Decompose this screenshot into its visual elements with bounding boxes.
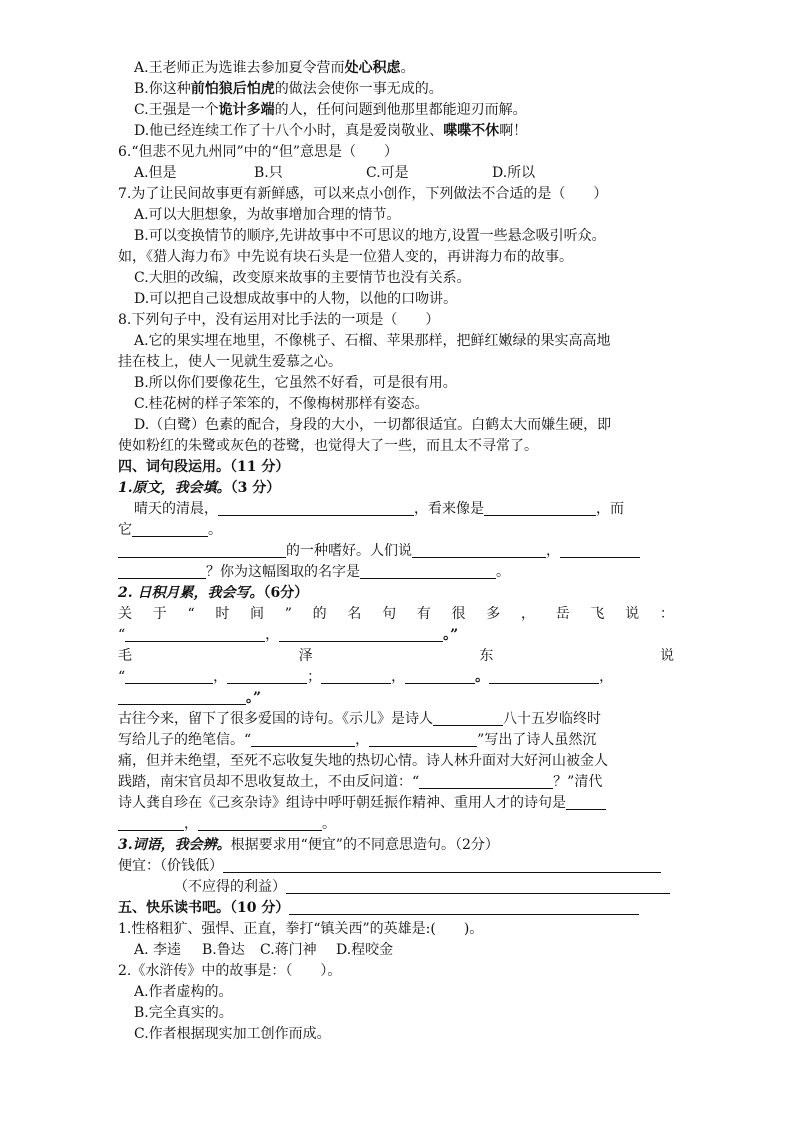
section-rule [289, 900, 639, 915]
sec4-part1-line2: 它 。 [118, 522, 222, 538]
sec5-q2-option-b: B.完全真实的。 [134, 1005, 233, 1021]
sec4-part2-line3: 毛 泽 东 说 [118, 648, 674, 664]
sec5-q1-options [118, 940, 674, 961]
sec5-q1-option-b: B.鲁达 [202, 942, 245, 958]
fill-blank[interactable] [118, 816, 184, 831]
sec4-part2-line7: 写给儿子的绝笔信。“ ， ”写出了诗人虽然沉 [118, 732, 597, 748]
fill-blank[interactable] [118, 564, 206, 579]
q8-option-a-cont: 挂在枝上，使人一见就生爱慕之心。 [118, 354, 342, 370]
fill-blank[interactable] [118, 543, 286, 558]
fill-blank[interactable] [321, 669, 391, 684]
q8-option-d: D.（白鹭）色素的配合，身段的大小，一切都很适宜。白鹤太大而嫌生硬，即 [134, 417, 612, 433]
fill-blank[interactable] [489, 669, 599, 684]
q5-option-d: D.他已经连续工作了十八个小时，真是爱岗敬业、喋喋不休啊！ [134, 123, 528, 139]
q6-option-a: A.但是 [134, 165, 177, 181]
q5-option-a: A.王老师正为选谁去参加夏令营而处心积虑。 [134, 60, 415, 76]
fill-blank[interactable] [125, 669, 213, 684]
q6-stem: 6.“但悲不见九州同”中的“但”意思是（ ） [118, 144, 398, 160]
sec4-part2-line9: 践踏，南宋官员却不思收复故土，不由反问道：“ ？”清代 [118, 774, 603, 790]
fill-blank[interactable] [360, 564, 496, 579]
sec5-q1-option-d: D.程咬金 [336, 942, 394, 958]
q6-options [118, 163, 674, 184]
fill-blank[interactable] [405, 669, 475, 684]
sec5-q1: 1.性格粗犷、强悍、正直，拳打“镇关西”的英雄是:( )。 [118, 921, 484, 937]
fill-blank[interactable] [279, 627, 443, 642]
sec4-part2-line8: 痛，但并未绝望，至死不忘收复失地的热切心情。诗人林升面对大好河山被金人 [118, 753, 608, 769]
exam-page [118, 58, 674, 1045]
sec4-part3-title: 3.词语，我会辨。根据要求用“便宜”的不同意思造句。（2分） [118, 837, 499, 853]
sec4-part1-line3: 的一种嗜好。人们说 ， [118, 541, 674, 562]
fill-blank[interactable] [218, 501, 414, 516]
q7-option-b-cont: 如，《猎人海力布》中先说有块石头是一位猎人变的，再讲海力布的故事。 [118, 249, 573, 265]
fill-blank[interactable] [566, 795, 606, 810]
q7-option-a: A.可以大胆想象，为故事增加合理的情节。 [134, 207, 401, 223]
fill-blank[interactable] [132, 522, 208, 537]
sec4-part1-line4: ？你为这幅图取的名字是 。 [118, 562, 674, 583]
q6-option-d: D.所以 [492, 165, 536, 181]
q7-option-c: C.大胆的改编，改变原来故事的主要情节也没有关系。 [134, 270, 471, 286]
fill-blank[interactable] [560, 543, 640, 558]
answer-line[interactable] [223, 858, 661, 873]
q8-option-b: B.所以你们要像花生，它虽然不好看，可是很有用。 [134, 375, 457, 391]
sec5-q1-option-c: C.蒋门神 [260, 942, 317, 958]
fill-blank[interactable] [227, 669, 307, 684]
fill-blank[interactable] [198, 816, 322, 831]
q5-option-c: C.王强是一个诡计多端的人，任何问题到他那里都能迎刃而解。 [134, 102, 527, 118]
sec4-part2-title: 2. 日积月累，我会写。（6分） [118, 585, 309, 601]
sec4-part1-line1: 晴天的清晨， ，看来像是 ，而 [134, 501, 624, 517]
sec4-part3-line2: （不应得的利益） [118, 877, 674, 898]
q6-option-b: B.只 [254, 165, 283, 181]
q7-option-d: D.可以把自己设想成故事中的人物，以他的口吻讲。 [134, 291, 458, 307]
fill-blank[interactable] [412, 543, 546, 558]
q8-option-a: A.它的果实埋在地里，不像桃子、石榴、苹果那样，把鲜红嫩绿的果实高高地 [134, 333, 611, 349]
sec4-part2-line5: 。” [118, 688, 674, 709]
sec4-part2-line6: 古往今来，留下了很多爱国的诗句。《示儿》是诗人 八十五岁临终时 [118, 711, 601, 727]
sec4-part1-title: 1.原文，我会填。（3 分） [118, 480, 281, 496]
sec4-part2-line4: “ ， ； ， 。 ， [118, 669, 614, 685]
sec5-q2-option-c: C.作者根据现实加工创作而成。 [134, 1026, 331, 1042]
fill-blank[interactable] [419, 774, 553, 789]
sec5-q2: 2.《水浒传》中的故事是：（ ）。 [118, 963, 342, 979]
q7-option-b: B.可以变换情节的顺序,先讲故事中不可思议的地方,设置一些悬念吸引听众。 [134, 228, 606, 244]
q8-option-c: C.桂花树的样子笨笨的，不像梅树那样有姿态。 [134, 396, 429, 412]
q8-stem: 8.下列句子中，没有运用对比手法的一项是（ ） [118, 312, 440, 328]
fill-blank[interactable] [484, 501, 596, 516]
sec4-part2-line2: “ ， 。” [118, 627, 459, 643]
fill-blank[interactable] [433, 711, 503, 726]
section-4-title: 四、词句段运用。（11 分） [118, 459, 290, 475]
fill-blank[interactable] [251, 732, 355, 747]
sec5-q1-option-a: A. 李逵 [134, 942, 182, 958]
q5-option-b: B.你这种前怕狼后怕虎的做法会使你一事无成的。 [134, 81, 443, 97]
q6-option-c: C.可是 [366, 165, 409, 181]
sec4-part2-line1: 关 于 “ 时 间 ” 的 名 句 有 很 多 ， 岳 飞 说 ： [118, 606, 674, 622]
answer-line[interactable] [286, 879, 670, 894]
sec4-part2-line10: 诗人龚自珍在《己亥杂诗》组诗中呼吁朝廷振作精神、重用人才的诗句是 [118, 793, 674, 814]
q8-option-d-cont: 使如粉红的朱鹭或灰色的苍鹭，也觉得大了一些，而且太不寻常了。 [118, 438, 538, 454]
section-5-title: 五、快乐读书吧。（10 分） [118, 898, 674, 919]
sec4-part2-line11: ， 。 [118, 814, 674, 835]
sec5-q2-option-a: A.作者虚构的。 [134, 984, 233, 1000]
fill-blank[interactable] [118, 690, 246, 705]
sec4-part3-line1: 便宜：（价钱低） [118, 856, 674, 877]
fill-blank[interactable] [125, 627, 265, 642]
q7-stem: 7.为了让民间故事更有新鲜感，可以来点小创作，下列做法不合适的是（ ） [118, 186, 608, 202]
fill-blank[interactable] [369, 732, 477, 747]
